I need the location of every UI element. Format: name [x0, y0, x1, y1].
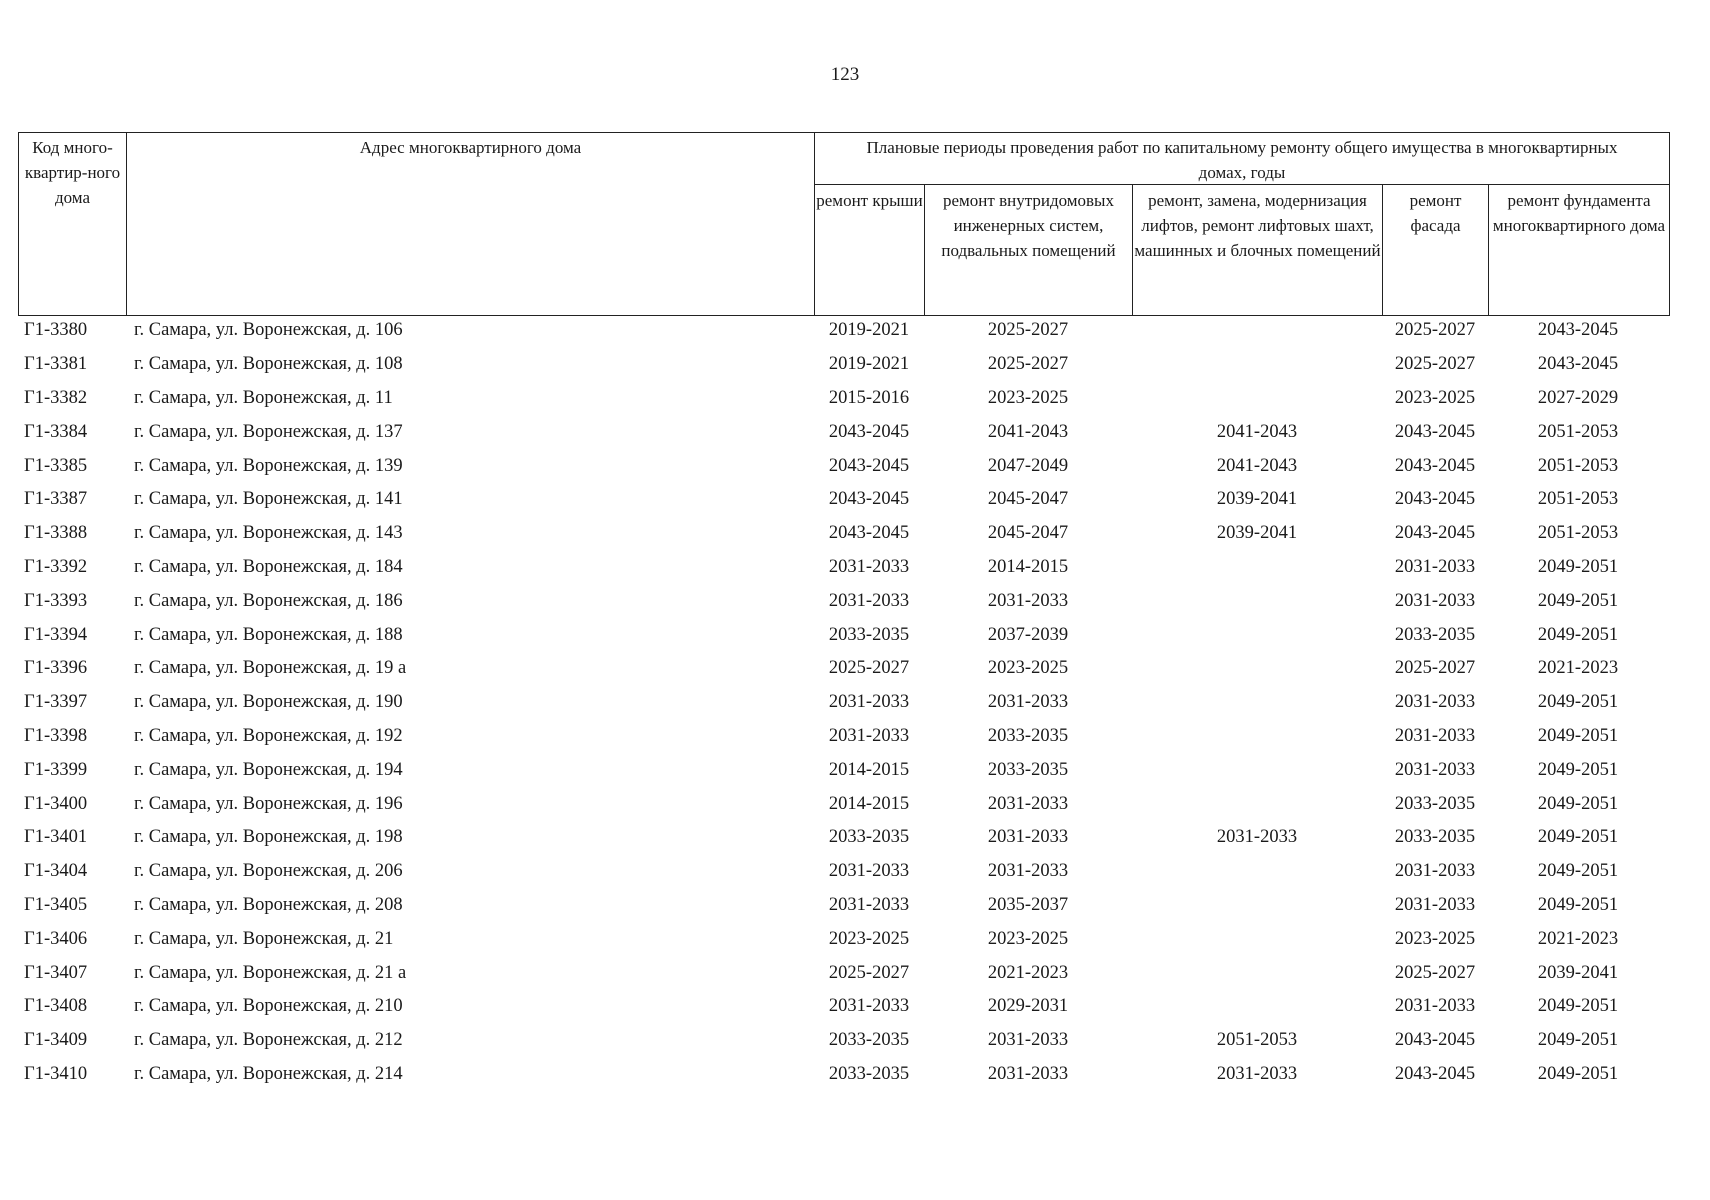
- row-address: г. Самара, ул. Воронежская, д. 137: [134, 421, 403, 442]
- row-facade: 2025-2027: [1394, 354, 1476, 375]
- table-row: [18, 551, 1670, 585]
- row-address: г. Самара, ул. Воронежская, д. 186: [134, 590, 403, 611]
- row-roof: 2043-2045: [828, 523, 910, 544]
- row-elevators: 2041-2043: [1216, 455, 1298, 476]
- row-code: Г1-3396: [24, 658, 88, 679]
- row-foundation: 2049-2051: [1537, 1063, 1619, 1084]
- table-row: [18, 990, 1670, 1024]
- row-code: Г1-3409: [24, 1030, 88, 1051]
- row-roof: 2025-2027: [828, 962, 910, 983]
- row-roof: 2043-2045: [828, 421, 910, 442]
- row-engineering: 2031-2033: [987, 590, 1069, 611]
- header-roof: ремонт крыши: [815, 185, 925, 315]
- row-foundation: 2049-2051: [1537, 793, 1619, 814]
- row-roof: 2031-2033: [828, 894, 910, 915]
- row-facade: 2031-2033: [1394, 861, 1476, 882]
- table-row: [18, 1058, 1670, 1092]
- table-body: [18, 314, 1670, 1091]
- row-address: г. Самара, ул. Воронежская, д. 106: [134, 320, 403, 341]
- table-row: [18, 821, 1670, 855]
- row-roof: 2033-2035: [828, 1030, 910, 1051]
- table-row: [18, 618, 1670, 652]
- table-row: [18, 922, 1670, 956]
- row-address: г. Самара, ул. Воронежская, д. 141: [134, 489, 403, 510]
- row-code: Г1-3410: [24, 1063, 88, 1084]
- row-engineering: 2045-2047: [987, 489, 1069, 510]
- row-foundation: 2049-2051: [1537, 827, 1619, 848]
- row-address: г. Самара, ул. Воронежская, д. 108: [134, 354, 403, 375]
- row-engineering: 2023-2025: [987, 928, 1069, 949]
- row-code: Г1-3400: [24, 793, 88, 814]
- row-facade: 2043-2045: [1394, 455, 1476, 476]
- page-number: 123: [830, 64, 860, 85]
- row-code: Г1-3408: [24, 996, 88, 1017]
- row-roof: 2031-2033: [828, 590, 910, 611]
- row-facade: 2023-2025: [1394, 928, 1476, 949]
- row-roof: 2031-2033: [828, 692, 910, 713]
- row-engineering: 2031-2033: [987, 827, 1069, 848]
- row-engineering: 2029-2031: [987, 996, 1069, 1017]
- row-address: г. Самара, ул. Воронежская, д. 21: [134, 928, 394, 949]
- row-foundation: 2049-2051: [1537, 996, 1619, 1017]
- row-code: Г1-3384: [24, 421, 88, 442]
- row-foundation: 2039-2041: [1537, 962, 1619, 983]
- row-code: Г1-3399: [24, 759, 88, 780]
- table-row: [18, 889, 1670, 923]
- row-address: г. Самара, ул. Воронежская, д. 188: [134, 624, 403, 645]
- row-roof: 2019-2021: [828, 354, 910, 375]
- row-facade: 2033-2035: [1394, 624, 1476, 645]
- row-foundation: 2051-2053: [1537, 523, 1619, 544]
- row-roof: 2043-2045: [828, 489, 910, 510]
- row-engineering: 2021-2023: [987, 962, 1069, 983]
- table-row: [18, 753, 1670, 787]
- row-facade: 2033-2035: [1394, 827, 1476, 848]
- row-address: г. Самара, ул. Воронежская, д. 11: [134, 387, 393, 408]
- row-facade: 2031-2033: [1394, 556, 1476, 577]
- row-address: г. Самара, ул. Воронежская, д. 143: [134, 523, 403, 544]
- row-roof: 2025-2027: [828, 658, 910, 679]
- row-code: Г1-3382: [24, 387, 88, 408]
- row-address: г. Самара, ул. Воронежская, д. 212: [134, 1030, 403, 1051]
- table-row: [18, 1024, 1670, 1058]
- row-address: г. Самара, ул. Воронежская, д. 196: [134, 793, 403, 814]
- row-code: Г1-3385: [24, 455, 88, 476]
- row-roof: 2014-2015: [828, 759, 910, 780]
- table-row: [18, 686, 1670, 720]
- row-code: Г1-3387: [24, 489, 88, 510]
- table-row: [18, 720, 1670, 754]
- row-roof: 2015-2016: [828, 387, 910, 408]
- row-code: Г1-3404: [24, 861, 88, 882]
- row-roof: 2023-2025: [828, 928, 910, 949]
- row-foundation: 2043-2045: [1537, 354, 1619, 375]
- row-engineering: 2033-2035: [987, 725, 1069, 746]
- row-foundation: 2027-2029: [1537, 387, 1619, 408]
- header-address: Адрес многоквартирного дома: [127, 133, 815, 315]
- table-row: [18, 449, 1670, 483]
- row-engineering: 2033-2035: [987, 759, 1069, 780]
- table-row: [18, 956, 1670, 990]
- row-address: г. Самара, ул. Воронежская, д. 194: [134, 759, 403, 780]
- row-foundation: 2049-2051: [1537, 624, 1619, 645]
- row-code: Г1-3381: [24, 354, 88, 375]
- table-row: [18, 382, 1670, 416]
- row-code: Г1-3393: [24, 590, 88, 611]
- table-row: [18, 483, 1670, 517]
- row-facade: 2025-2027: [1394, 320, 1476, 341]
- row-facade: 2043-2045: [1394, 523, 1476, 544]
- row-foundation: 2021-2023: [1537, 658, 1619, 679]
- row-elevators: 2031-2033: [1216, 1063, 1298, 1084]
- row-foundation: 2051-2053: [1537, 489, 1619, 510]
- header-foundation: ремонт фундамента многоквартирного дома: [1492, 191, 1666, 235]
- row-roof: 2014-2015: [828, 793, 910, 814]
- row-address: г. Самара, ул. Воронежская, д. 184: [134, 556, 403, 577]
- row-foundation: 2049-2051: [1537, 590, 1619, 611]
- table-row: [18, 652, 1670, 686]
- header-engineering: ремонт внутридомовых инженерных систем, подвальных помещений: [925, 185, 1133, 315]
- row-foundation: 2049-2051: [1537, 725, 1619, 746]
- table-row: [18, 517, 1670, 551]
- header-elevators: ремонт, замена, модернизация лифтов, ремонт лифтовых шахт, машинных и блочных помещений: [1133, 185, 1383, 315]
- header-periods-group: Плановые периоды проведения работ по капитальному ремонту общего имущества в многоквартирных домах, годы: [815, 133, 1669, 185]
- row-engineering: 2037-2039: [987, 624, 1069, 645]
- row-roof: 2033-2035: [828, 624, 910, 645]
- row-engineering: 2047-2049: [987, 455, 1069, 476]
- row-facade: 2043-2045: [1394, 489, 1476, 510]
- row-facade: 2025-2027: [1394, 962, 1476, 983]
- row-facade: 2031-2033: [1394, 894, 1476, 915]
- table-row: [18, 415, 1670, 449]
- row-address: г. Самара, ул. Воронежская, д. 208: [134, 894, 403, 915]
- row-address: г. Самара, ул. Воронежская, д. 210: [134, 996, 403, 1017]
- row-facade: 2043-2045: [1394, 421, 1476, 442]
- table-header: [18, 132, 1670, 316]
- row-facade: 2031-2033: [1394, 725, 1476, 746]
- row-engineering: 2031-2033: [987, 793, 1069, 814]
- row-elevators: 2041-2043: [1216, 421, 1298, 442]
- row-code: Г1-3406: [24, 928, 88, 949]
- row-address: г. Самара, ул. Воронежская, д. 206: [134, 861, 403, 882]
- row-roof: 2019-2021: [828, 320, 910, 341]
- row-engineering: 2031-2033: [987, 692, 1069, 713]
- row-code: Г1-3401: [24, 827, 88, 848]
- row-code: Г1-3407: [24, 962, 88, 983]
- row-address: г. Самара, ул. Воронежская, д. 190: [134, 692, 403, 713]
- row-engineering: 2014-2015: [987, 556, 1069, 577]
- row-foundation: 2043-2045: [1537, 320, 1619, 341]
- row-foundation: 2049-2051: [1537, 692, 1619, 713]
- row-engineering: 2031-2033: [987, 861, 1069, 882]
- row-code: Г1-3405: [24, 894, 88, 915]
- row-address: г. Самара, ул. Воронежская, д. 214: [134, 1063, 403, 1084]
- row-foundation: 2049-2051: [1537, 894, 1619, 915]
- row-address: г. Самара, ул. Воронежская, д. 192: [134, 725, 403, 746]
- row-roof: 2033-2035: [828, 827, 910, 848]
- row-address: г. Самара, ул. Воронежская, д. 19 а: [134, 658, 407, 679]
- row-engineering: 2025-2027: [987, 354, 1069, 375]
- row-address: г. Самара, ул. Воронежская, д. 198: [134, 827, 403, 848]
- row-facade: 2031-2033: [1394, 692, 1476, 713]
- row-code: Г1-3392: [24, 556, 88, 577]
- row-engineering: 2023-2025: [987, 658, 1069, 679]
- row-code: Г1-3380: [24, 320, 88, 341]
- row-facade: 2043-2045: [1394, 1030, 1476, 1051]
- table-row: [18, 314, 1670, 348]
- table-row: [18, 855, 1670, 889]
- row-engineering: 2031-2033: [987, 1063, 1069, 1084]
- table-row: [18, 584, 1670, 618]
- row-roof: 2031-2033: [828, 861, 910, 882]
- row-facade: 2033-2035: [1394, 793, 1476, 814]
- row-roof: 2031-2033: [828, 725, 910, 746]
- row-foundation: 2049-2051: [1537, 861, 1619, 882]
- row-code: Г1-3397: [24, 692, 88, 713]
- row-foundation: 2049-2051: [1537, 556, 1619, 577]
- row-elevators: 2031-2033: [1216, 827, 1298, 848]
- row-roof: 2031-2033: [828, 996, 910, 1017]
- row-engineering: 2023-2025: [987, 387, 1069, 408]
- row-address: г. Самара, ул. Воронежская, д. 139: [134, 455, 403, 476]
- row-foundation: 2049-2051: [1537, 759, 1619, 780]
- row-code: Г1-3398: [24, 725, 88, 746]
- row-foundation: 2051-2053: [1537, 455, 1619, 476]
- row-code: Г1-3394: [24, 624, 88, 645]
- row-roof: 2043-2045: [828, 455, 910, 476]
- row-engineering: 2041-2043: [987, 421, 1069, 442]
- row-foundation: 2051-2053: [1537, 421, 1619, 442]
- row-roof: 2031-2033: [828, 556, 910, 577]
- table-row: [18, 348, 1670, 382]
- row-facade: 2043-2045: [1394, 1063, 1476, 1084]
- row-engineering: 2031-2033: [987, 1030, 1069, 1051]
- row-foundation: 2049-2051: [1537, 1030, 1619, 1051]
- row-roof: 2033-2035: [828, 1063, 910, 1084]
- row-engineering: 2035-2037: [987, 894, 1069, 915]
- row-elevators: 2039-2041: [1216, 489, 1298, 510]
- row-elevators: 2051-2053: [1216, 1030, 1298, 1051]
- row-facade: 2031-2033: [1394, 590, 1476, 611]
- row-facade: 2031-2033: [1394, 996, 1476, 1017]
- row-engineering: 2045-2047: [987, 523, 1069, 544]
- row-code: Г1-3388: [24, 523, 88, 544]
- row-engineering: 2025-2027: [987, 320, 1069, 341]
- table-row: [18, 787, 1670, 821]
- row-address: г. Самара, ул. Воронежская, д. 21 а: [134, 962, 407, 983]
- row-facade: 2031-2033: [1394, 759, 1476, 780]
- row-facade: 2023-2025: [1394, 387, 1476, 408]
- header-facade: ремонт фасада: [1383, 185, 1489, 315]
- row-foundation: 2021-2023: [1537, 928, 1619, 949]
- row-elevators: 2039-2041: [1216, 523, 1298, 544]
- row-facade: 2025-2027: [1394, 658, 1476, 679]
- header-code: Код много-квартир-ного дома: [19, 133, 127, 315]
